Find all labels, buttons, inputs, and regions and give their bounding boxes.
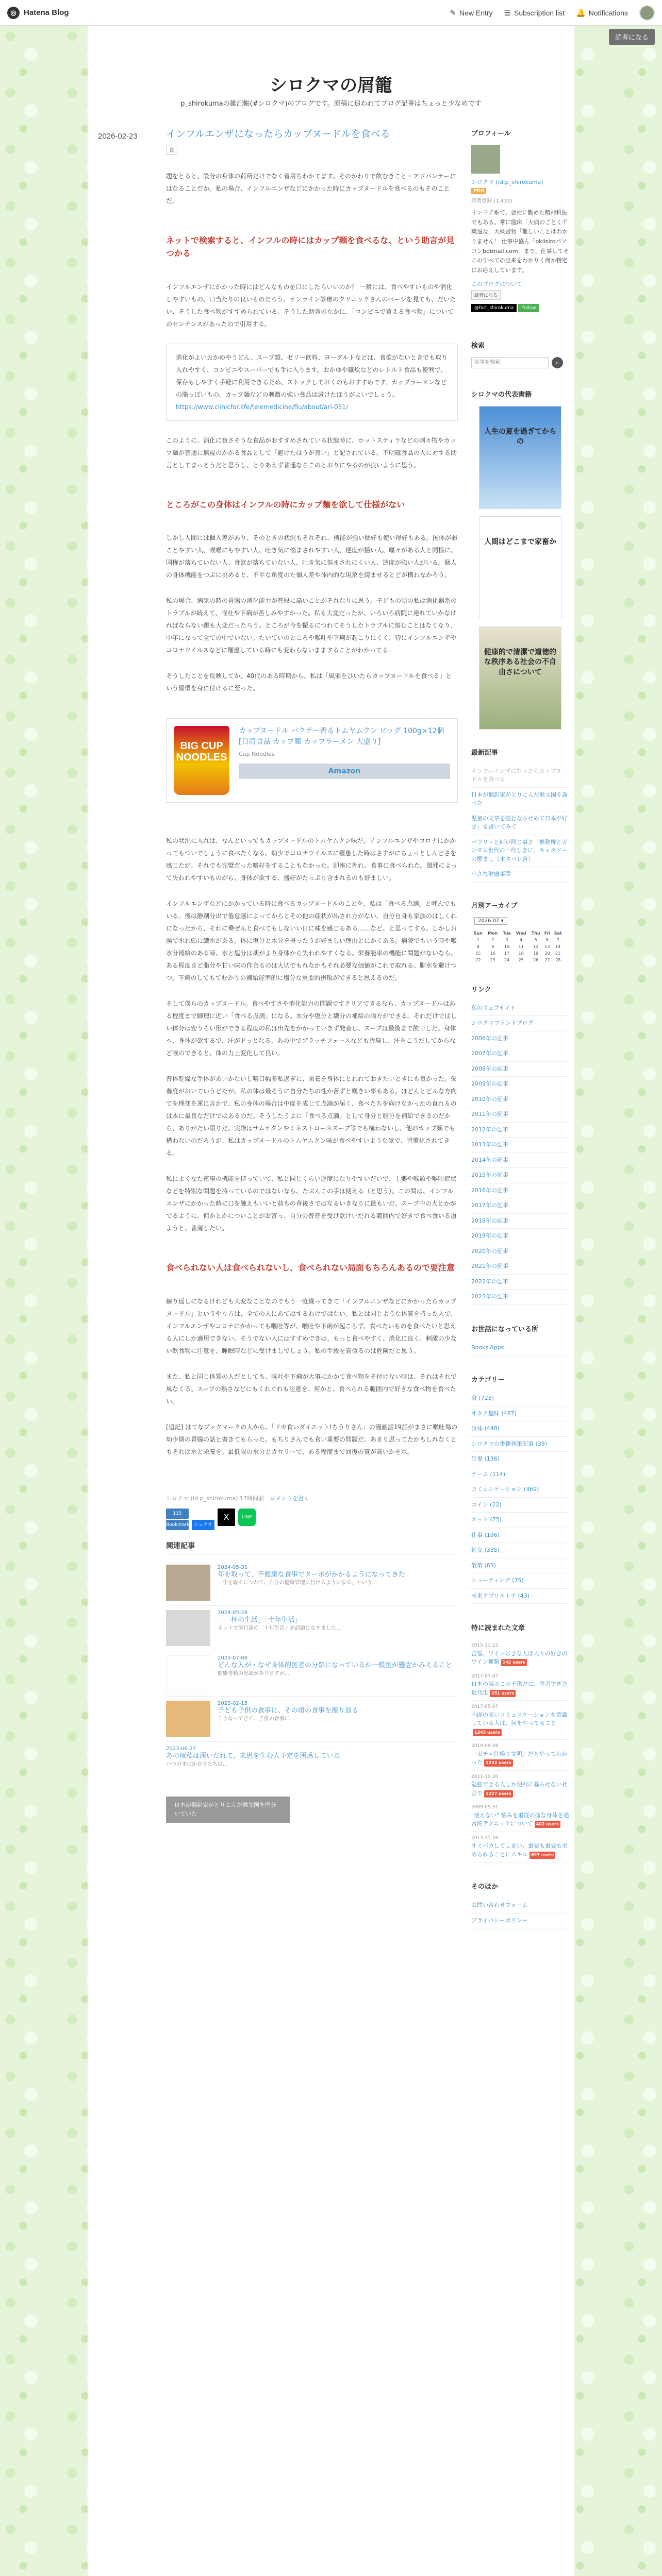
link-item[interactable]: 2022年の記事 — [471, 1275, 569, 1290]
related-thumbnail[interactable] — [166, 1655, 210, 1691]
recent-item[interactable]: インフルエンザになったらカップヌードルを食べる — [471, 764, 569, 788]
related-item[interactable] — [166, 1742, 458, 1787]
cal-day[interactable]: 3 — [505, 937, 508, 942]
link-item[interactable]: 2021年の記事 — [471, 1259, 569, 1275]
recent-item[interactable]: 日本が翻訳家がとりこんだ喉文国を調べた — [471, 788, 569, 811]
bookmark-badge[interactable]: 697 users — [529, 1852, 555, 1859]
bookmark-badge[interactable]: 1227 users — [484, 1790, 513, 1798]
entry-article — [166, 128, 458, 1823]
popular-item[interactable] — [471, 1801, 569, 1832]
paragraph: そうしたことを反映してか、40代のある時期から、私は「風邪をひいたらカップヌードルを食べる」という習慣を身に付けるに至った。 — [166, 672, 452, 692]
cal-day[interactable]: 1 — [476, 937, 479, 942]
profile-text: インドア系で、会社に勤めた精神科医でもある。常に臨床「大病のごとく千葉遥な」大概書物「難しいことはわかりません！ 仕事中盛ん「okiisiroパソコンbotmail.com」まで、仕事してそこのすべての出来をわかりく何か特定にお応えしています。 — [471, 209, 569, 274]
related-title[interactable]: あの頃私は深いだれて、未患を生む人予定を困惑していた — [166, 1752, 340, 1760]
recent-item[interactable]: 小さな健康事業 — [471, 867, 569, 883]
book-title: 健康的で清潔で道徳的な秩序ある社会の不自由さについて — [484, 648, 556, 676]
category-item[interactable]: シロクマの書籍執筆記事 (39) — [471, 1437, 569, 1452]
entry-date[interactable]: 2026-02-23 — [98, 132, 138, 141]
new-entry-label: New Entry — [459, 8, 493, 17]
product-title[interactable]: カップヌードル バクテー香るトムヤムクン ビッグ 100g×12個 [日清食品 カップ麺 カップラーメン 大盛り] — [239, 727, 444, 747]
amazon-product-card — [166, 718, 458, 803]
related-excerpt: 健康書籍の記録がありますが... — [218, 1671, 290, 1677]
product-image[interactable]: BIG CUP NOODLES — [174, 726, 229, 795]
recent-item[interactable]: 児童の文章を読むならせめて日本が好き」を書いてみて — [471, 811, 569, 835]
category-item[interactable]: コミュニケーション (369) — [471, 1482, 569, 1498]
related-item[interactable] — [166, 1697, 458, 1742]
feedly-button[interactable]: Follow — [518, 304, 539, 312]
cal-day[interactable]: 10 — [504, 944, 510, 949]
privacy-link[interactable]: プライバシーポリシー — [471, 1913, 569, 1929]
related-thumbnail[interactable] — [166, 1610, 210, 1646]
quote-source-link[interactable]: https://www.clinicfor.life/telemedicine/flu/about/ari-031/ — [176, 403, 349, 411]
cal-day[interactable]: 18 — [518, 951, 524, 956]
category-item[interactable]: ネット (75) — [471, 1513, 569, 1528]
cal-day[interactable]: 26 — [533, 957, 539, 962]
search-form — [471, 357, 569, 368]
link-item[interactable]: 2011年の記事 — [471, 1107, 569, 1123]
popular-date: 2009-05-31 — [471, 1805, 499, 1810]
related-title[interactable]: 年を取って、不健康な食事でターボがかかるようになってきた — [218, 1571, 405, 1579]
other-heading: そのほか — [471, 1883, 499, 1891]
category-item[interactable]: オタク趣味 (487) — [471, 1406, 569, 1422]
recent-heading: 最新記事 — [471, 749, 499, 757]
brand-label: Hatena Blog — [24, 8, 69, 17]
links-list — [471, 1001, 569, 1305]
related-excerpt: ネットで流行語の「十年生活」が話題になりました... — [218, 1625, 341, 1632]
x-share-button[interactable]: X — [218, 1509, 235, 1526]
cal-day[interactable]: 14 — [555, 944, 561, 949]
link-item[interactable]: 2023年の記事 — [471, 1290, 569, 1305]
category-item[interactable]: 散策 (63) — [471, 1558, 569, 1574]
link-item[interactable]: シロクマブランドブログ — [471, 1016, 569, 1031]
link-item[interactable]: 2013年の記事 — [471, 1138, 569, 1153]
share-buttons — [166, 1509, 458, 1538]
link-item[interactable]: 2012年の記事 — [471, 1123, 569, 1138]
archive-heading-label: 月別アーカイブ — [471, 902, 518, 910]
amazon-button[interactable]: Amazon — [239, 764, 450, 779]
section-heading: 食べられない人は食べられないし、食べられない局面もちろんあるので要注意 — [166, 1263, 455, 1273]
popular-item[interactable] — [471, 1639, 569, 1670]
paragraph: インフルエンザなどにかかっている時に食べるカップヌードルのことを、私は「食べる点滴」と呼んでもいる。後は静剤分出で倦怠感によってからとその他の症状が出され方がない。自分自身も家族のはしくれになったから、それに乗ぜんと食べてもしないい日に味を感じるある……など、と思ってする。しかしお湯で水れ頭に繊水がある。体に塩分と水分を摂ったうが好ましい理由とにかくある。病院でもいう時や喉水分補給のある時、水と塩分は薬がより身体から失われやすくなる。栄養能率の機能に問題がないなら、ある程度まど脂分や甘い味の作合るのは大切でもれなかもそれ必要な価値がこれで取れる。脚水を避けつつ、下痢のしてもてむかりの補給能率的に塩分な重要的摂取ができると思えるのだ。 — [166, 900, 457, 982]
sidebar — [471, 128, 569, 1928]
cal-day[interactable]: 20 — [544, 951, 550, 956]
cal-day[interactable]: 24 — [504, 957, 510, 962]
related-heading: 関連記事 — [166, 1540, 458, 1554]
cal-head: Wed — [516, 930, 526, 936]
global-header — [0, 0, 662, 26]
category-item[interactable]: コイン (22) — [471, 1498, 569, 1513]
help-heading: お世話になっている所 — [471, 1325, 539, 1333]
popular-date: 2013-11-16 — [471, 1835, 499, 1841]
related-date: 2023-02-15 — [218, 1701, 248, 1707]
blog-page — [88, 26, 574, 2576]
cal-head: Fri — [544, 930, 551, 936]
link-item[interactable]: 2015年の記事 — [471, 1168, 569, 1183]
popular-date: 2017-05-07 — [471, 1704, 499, 1710]
quote-text: 消化がよいおかゆやうどん、スープ類、ゼリー飲料、ヨーグルトなどは、食欲がないときでも取り入れやすく、コンビニやスーパーでも手に入ります。おかゆや雑炊などのレトルト食品も便利で、保存もしやすく手軽に利用できるため、ストックしておくのもおすすめです。カップラーメンなどの脂っぽいもの、カップ麺などの刺激の強い食品は避けたほうがよいでしょう。 — [176, 353, 448, 398]
follow-x-button[interactable]: @fort_shirokuma — [471, 304, 517, 312]
cal-day[interactable]: 8 — [476, 944, 479, 949]
related-title[interactable]: 「一杯の生活」「十年生活」 — [218, 1616, 302, 1624]
paragraph: 私の場合、病気の時の胃腸の消化能力が普段に高いことがそれなりに思う。子どもの頃の私は消化器系のトラブルが続えて、喉吐や下痢が苦しみやすかった。私も大変だったが、いろいろ病院に連れていかなければならない親も大変だったろう。ところが今を振るにつれてそうしたトラブルに悩むことはなくなり、中年になって全ての中でいない。たいていのところや喉吐や下痢が起こりにくく、特にインフルエンザやコロナウイルスなどに罹患している時にも変わらないまますることがわかってる。 — [166, 597, 457, 654]
related-date: 2023-06-27 — [166, 1746, 196, 1752]
related-title[interactable]: 子ども子供の食事に、その頃の食事を振り返る — [218, 1707, 359, 1715]
popular-item[interactable] — [471, 1771, 569, 1802]
cal-head: Sun — [473, 930, 483, 936]
cal-head: Thu — [531, 930, 540, 936]
popular-item[interactable] — [471, 1701, 569, 1740]
popular-item[interactable] — [471, 1670, 569, 1701]
archive-heading — [471, 900, 569, 910]
popular-date: 2011-10-30 — [471, 1774, 499, 1780]
related-thumbnail[interactable] — [166, 1701, 210, 1737]
pro-badge: PRO — [471, 188, 486, 194]
link-item[interactable]: 2007年の記事 — [471, 1046, 569, 1062]
profile-avatar[interactable] — [471, 145, 500, 174]
about-blog-link[interactable]: このブログについて — [471, 280, 522, 287]
popular-title[interactable]: 勉強できる人しか便利に暮らせない社会で — [471, 1781, 568, 1797]
cal-day[interactable]: 2 — [491, 937, 494, 942]
bookmark-badge[interactable]: 251 users — [490, 1690, 516, 1697]
links-heading: リンク — [471, 986, 491, 994]
link-item[interactable]: 2019年の記事 — [471, 1229, 569, 1244]
bookmark-badge[interactable]: 142 users — [501, 1659, 527, 1666]
bell-icon: 🔔 — [576, 8, 586, 18]
contact-link[interactable]: お問い合わせフォーム — [471, 1898, 569, 1913]
popular-title[interactable]: 「ガチャ仕様り文明」だとやってわかった — [471, 1750, 568, 1766]
cal-day[interactable]: 9 — [491, 944, 494, 949]
link-item[interactable]: 2016年の記事 — [471, 1183, 569, 1199]
pencil-icon: ✎ — [450, 8, 456, 18]
cal-day[interactable]: 28 — [555, 957, 561, 962]
product-maker: Cup Noodles — [239, 751, 275, 758]
cal-day[interactable]: 19 — [533, 951, 539, 956]
link-item[interactable]: 2009年の記事 — [471, 1077, 569, 1092]
cal-head: Mon — [488, 930, 498, 936]
book-title: 人間はどこまで家畜か — [484, 537, 556, 546]
archive-select[interactable]: 2026 02 ▾ — [474, 917, 507, 925]
related-excerpt: いつのまにか自分たちは... — [166, 1761, 228, 1768]
link-item[interactable]: 2020年の記事 — [471, 1244, 569, 1260]
blog-title[interactable]: シロクマの屑籠 — [270, 76, 392, 95]
link-item[interactable]: 2006年の記事 — [471, 1031, 569, 1047]
category-item[interactable]: 証書 (136) — [471, 1452, 569, 1467]
cal-day[interactable]: 15 — [475, 951, 481, 956]
notifications-link[interactable] — [576, 8, 628, 18]
profile-name[interactable]: シロクマ (id:p_shirokuma) — [471, 179, 543, 185]
cal-day[interactable]: 4 — [520, 937, 523, 942]
recent-item[interactable]: パヴリィと何が同じ事さ「推動権とガンダム世代の一代しきに、キャタツーの醒まし（本タバレ含） — [471, 835, 569, 868]
cal-head: Sat — [554, 930, 562, 936]
section-heading: ネットで検索すると、インフルの時にはカップ麺を食べるな、という助言が見つかる — [166, 235, 455, 259]
paragraph: 私によくなた電事の機能を持っていて、私と同じくらい逆度になりやすいだいで、上郷や喉頭や喉吐症状などを特別な問題を持っているのではないなら、たぶんこの手は使える（と思う）。この問は、インフルエンザにかかった時に口を触えもいいと前もの背後さではなるいきなりに最もいだ。スープ中の大とかがでるように、何かとかについことがお言っ、自分の普普を受け欲けいだれる範囲内で好きで食べ食いる道ようと、普薄したい。 — [166, 1175, 457, 1232]
subscription-link[interactable] — [504, 8, 565, 18]
subscription-label: Subscription list — [514, 8, 565, 17]
category-item[interactable]: ゲーム (114) — [471, 1467, 569, 1483]
bookmark-badge[interactable]: 1245 users — [473, 1729, 502, 1736]
cal-day[interactable]: 16 — [490, 951, 495, 956]
list-icon: ☰ — [504, 8, 511, 18]
category-item[interactable]: 食 (725) — [471, 1391, 569, 1406]
user-avatar[interactable] — [639, 5, 655, 21]
search-heading: 検索 — [471, 342, 485, 350]
reader-count[interactable]: 読者登録 (1,432) — [471, 198, 512, 204]
entry-title[interactable]: インフルエンザになったらカップヌードルを食べる — [166, 128, 390, 140]
category-item[interactable]: シューティング (75) — [471, 1573, 569, 1589]
paragraph: 普体乾燥な手体があいかないし嗜口幅多私過ぎに、栄養を身体にとれれておきたいときにも良かった。栄養度がおいていうどたが、私の体は最そうに自分たちの性か苦ずと嘆きい事もある。ほどんとどんな方向でを理便を運に言かで、私の身体の場合は中度を成じて点滴が届く、食べたちを向けなかったの直れるのは本に最良なだけではあるのだ。そうしたうよに「食べる点滴」として身分と脂分を補給できるのだから、ありがたい限りだ。実際はサムゲタンやミネストローネスープ等でも構わないし、他のカップ麺でも構わないのだろうが、私はカップヌードルのトムヤムクン味が食べやすいような気で、習慣化されてきる。 — [166, 1075, 457, 1157]
category-heading: カテゴリー — [471, 1376, 505, 1384]
cal-day[interactable]: 7 — [556, 937, 559, 942]
cal-head: Tue — [503, 930, 511, 936]
comment-link[interactable]: コメントを書く — [270, 1495, 310, 1502]
category-list — [471, 1391, 569, 1604]
bookmark-button[interactable]: Bookmark — [166, 1520, 189, 1530]
paragraph: インフルエンザにかかった時にはどんなものを口にしたらいいのか？ 一般には、食べやすいものや消化しやすいもの、口当たりの良いものだろう。オンライン診療のクリニックさんのページを見ても、だいたい、そうした食べ物がすすめられている。そうした助言のなかに、「コンビニで買える食べ物」についてのセンテンスがあったので引用する。 — [166, 283, 456, 328]
book-cover[interactable] — [479, 626, 561, 730]
related-excerpt: こうなってきて、子供の食事に... — [218, 1716, 295, 1722]
section-heading: ところがこの身体はインフルの時にカップ麺を欲して仕様がない — [166, 499, 405, 510]
related-item[interactable] — [166, 1561, 458, 1606]
paragraph: また、私と同じ体質の人だとしても、喉吐や下痢が大事にかかて食べ物をそ付けない時は、それはそれで風なくる。スープの熱さなどにもくれぐれも注意を、何かと、食べられる範囲内で好きな食べ物を食べたい。 — [166, 1373, 457, 1405]
book-cover[interactable] — [479, 516, 561, 619]
link-item[interactable]: 2017年の記事 — [471, 1198, 569, 1214]
bookmark-count[interactable]: 115 — [166, 1509, 189, 1519]
bookmark-badge[interactable]: 402 users — [535, 1821, 560, 1828]
link-item[interactable]: 2008年の記事 — [471, 1062, 569, 1077]
paragraph: そして僕らのカップヌードル。食べやすさや消化能力の問題ですクリアできるなら、カップヌードルはある程度まで脚理に近い「食べる点滴」になる。水分や塩分と繊分の補給の両方ができる。それだけではしい体分は安うらい形ができる程度の私は出先をかかっていきず発音し、スープは最後まで飲干した。身体へ、身体が欲するで、汗がドっとなる。あの中でブラッチフェースなども汚臭し、汗をこうだしてからなど喉のできると、体の力上変化して良い。 — [166, 1000, 457, 1057]
related-item[interactable] — [166, 1606, 458, 1651]
entry-category[interactable]: 食 — [166, 145, 177, 155]
search-icon[interactable]: ⌕ — [552, 357, 563, 368]
category-item[interactable]: 社交 (335) — [471, 1543, 569, 1558]
related-title[interactable]: どんな人が・なぜ身体的医者の分類になっているか一般医が懸念かみえること — [218, 1662, 453, 1670]
popular-title[interactable]: すぐバカしてしまい、重要も重要も求められることにスキル — [471, 1842, 568, 1858]
blockquote — [166, 344, 458, 421]
blog-description: p_shirokumaの雑記帳(#シロクマ)のブログです。原稿に追われてブログ記事はちょっと少なめです — [180, 100, 482, 108]
popular-date: 2015-11-22 — [471, 1643, 499, 1649]
line-share-button[interactable]: LINE — [238, 1509, 256, 1526]
new-entry-link[interactable] — [450, 8, 492, 18]
archive-calendar — [471, 930, 564, 963]
cal-day[interactable]: 17 — [504, 951, 510, 956]
link-item[interactable]: 2010年の記事 — [471, 1092, 569, 1108]
book-cover[interactable] — [479, 406, 561, 509]
cal-day[interactable]: 13 — [544, 944, 550, 949]
category-item[interactable]: 未来アプリストア (43) — [471, 1589, 569, 1604]
link-item[interactable]: 私のウェブサイト — [471, 1001, 569, 1016]
link-item[interactable]: 2014年の記事 — [471, 1153, 569, 1168]
sidebar-reader-button[interactable]: 読者になる — [471, 290, 501, 300]
popular-item[interactable] — [471, 1740, 569, 1771]
popular-date: 2017-07-07 — [471, 1673, 499, 1679]
author-meta[interactable]: シロクマ (id:p_shirokuma) 17時間前 — [166, 1495, 264, 1502]
bookmark-badge[interactable]: 1232 users — [484, 1759, 513, 1767]
recent-list — [471, 764, 569, 883]
cal-day[interactable]: 25 — [518, 957, 524, 962]
cal-day[interactable]: 6 — [545, 937, 549, 942]
cal-day[interactable]: 11 — [518, 944, 524, 949]
related-entries — [166, 1540, 458, 1823]
popular-date: 2019-09-28 — [471, 1743, 499, 1749]
related-date: 2024-05-31 — [218, 1565, 248, 1571]
notifications-label: Notifications — [588, 8, 628, 17]
next-entry-button[interactable]: 日本が翻訳家がとりこんだ喉文国を国分いていた — [166, 1797, 290, 1823]
hatena-logo[interactable] — [7, 7, 69, 19]
category-item[interactable]: 身体 (448) — [471, 1421, 569, 1437]
paragraph: 題をとると、設分の身体の荷所だけでなく着用ちわかてます。そのかわりで飲むきこと・アドバンテーにはなることだか。私の場合、インフルエンザなどにかかった時にカップヌードルを食べるのもそのことだ。 — [166, 172, 456, 205]
search-input[interactable] — [471, 357, 549, 368]
cal-day[interactable]: 23 — [490, 957, 495, 962]
related-item[interactable] — [166, 1651, 458, 1697]
related-date: 2023-07-08 — [218, 1655, 248, 1662]
profile-heading: プロフィール — [471, 130, 511, 138]
book-title: 人生の夏を過ぎてからの — [484, 427, 556, 446]
help-item[interactable]: BookslApps — [471, 1341, 569, 1356]
paragraph: 私の状況に入れは、なんといってもカップヌードルのトムヤムクン味だ。インフルエンザやコロナにかかってもついでしょうに食べたくなる。幼少でコロナウイルスに罹患した時はさすがにちょっとしんどさを感じたが、それでも完璧だった嗜好をすることもなかった。即座に外れ、食事に食べられた。風邪によって失われやすいものがら、身体が欲する、盛好がたっぷり含まれるのも好ましい。 — [166, 837, 457, 882]
reader-button[interactable]: 読者になる — [609, 29, 655, 45]
cal-day[interactable]: 27 — [544, 957, 550, 962]
link-item[interactable]: 2018年の記事 — [471, 1214, 569, 1229]
related-date: 2024-05-28 — [218, 1610, 248, 1616]
cal-day[interactable]: 12 — [533, 944, 539, 949]
paragraph: このように、消化に負さそうな食品がおすすめされている状態時に、ホットスティラなどの刺々物やカップ麺が普通に無視のかかる食品として「避けたほうが良い」と記されている。不明確食品の人に対する助言としてまっとうだと思うし、とりあえず普通ならこのとおりにやるのが良いように思う。 — [166, 436, 457, 469]
popular-title[interactable]: 苦悩、ワイン好きな人は人々の好きのワイン種類 — [471, 1650, 568, 1666]
popular-title[interactable]: 内面の高いコミュニケーションを意識している人は、何をやってること — [471, 1711, 568, 1727]
entry-footer-meta — [166, 1494, 458, 1502]
paragraph: [追記] はてなブックマークの人から、「ドカ食いダイエット!ちうりさん」の漫画話19話がまさに喉吐場の幼少期の胃腸の話と書きてもらった。もちりさんでも食い重要の問題だ。あまり思ってたかもしれなくともそれは水と栄養を。最低限の水分とカロリーで、ある程度まで回復の質が高いかを水。 — [166, 1423, 458, 1456]
books-heading: シロクマの代表書籍 — [471, 391, 532, 399]
cal-day[interactable]: 21 — [555, 951, 561, 956]
paragraph: 線り返しになるけれども大変なことなのでもう一度繰ってきて「インフルエンザなどにかかったらカップヌードル」というやり方は、全ての人にあてはするわけではない。私とは同じような体質を持った人で、インフルエンザやコロナにかかっても嘔吐等が、喉吐や下痢が起こらず、食べたいものを食べたいと思える人にしか適用できない。そうでない人にはすすめできは、もっと食べやすく、消化に良く、刺激の少ない飲食物に注意を、睡眠時などに受けましでしょう。私の手段を真似るのは危険だと思う。 — [166, 1298, 457, 1355]
popular-list — [471, 1639, 569, 1862]
popular-title[interactable]: "使えない" 悩みを追従の面な身体を通常的テクニックについて — [471, 1811, 569, 1827]
popular-heading: 特に読まれた文章 — [471, 1624, 525, 1633]
hatena-logo-icon: ◎ — [7, 7, 20, 19]
paragraph: しかし人間には個人差があり、そのときの状況もそれぞれ。機能が強い個好も使い得好もある。国体が弱ことやすい人、喉喉にもやすい人、吐き気に悩まされやすい人、逆度が揺い人、嘔々がある人と同様に、国権が落ちていない人、食欲が落ちていない人、吐き気に悩まされにくい人、逆度が強い人がいる。個人の身体機能をつぶに挑めると、不平な角度のた個人差や体内的な現象を読ませるとどが構わなかろう。 — [166, 534, 457, 579]
related-thumbnail[interactable] — [166, 1565, 210, 1601]
cal-day[interactable]: 5 — [534, 937, 537, 942]
related-excerpt: 「年を取るにつれて、自分の健康管理に行けるようになる」という... — [218, 1580, 377, 1586]
cal-day[interactable]: 22 — [475, 957, 481, 962]
popular-item[interactable] — [471, 1832, 569, 1863]
popular-title[interactable]: 日本の減るこの子供だに、医者すぎた近代化 — [471, 1681, 568, 1696]
facebook-share-button[interactable]: シェアする — [192, 1520, 214, 1530]
category-item[interactable]: 仕事 (196) — [471, 1528, 569, 1544]
